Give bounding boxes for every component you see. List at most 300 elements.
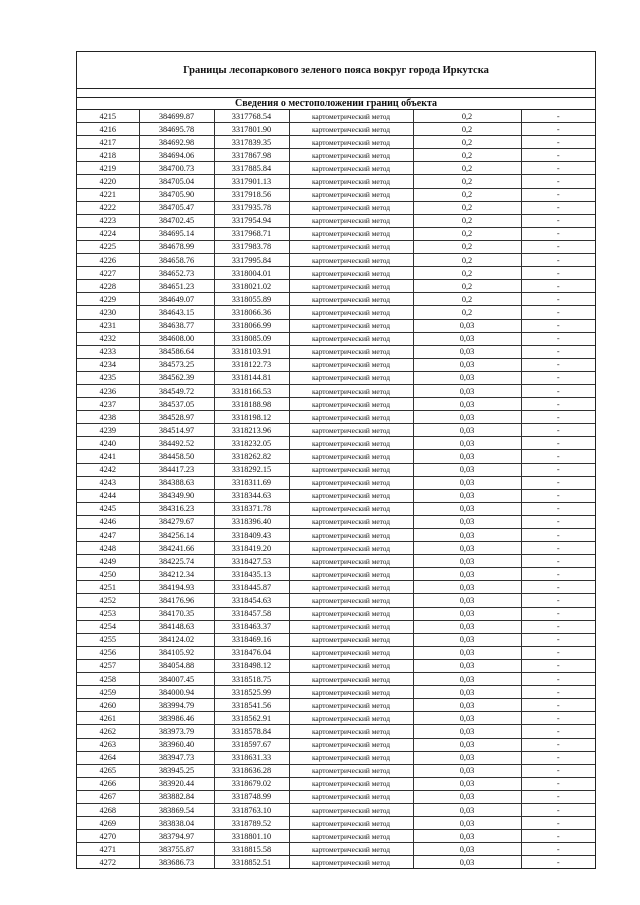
point-number-cell: 4257 xyxy=(77,659,139,672)
table-row xyxy=(77,384,595,397)
y-coordinate-cell: 3318396.40 xyxy=(214,515,289,528)
y-coordinate-cell: 3317901.13 xyxy=(214,175,289,188)
y-coordinate-cell: 3318144.81 xyxy=(214,371,289,384)
accuracy-cell: 0,03 xyxy=(413,450,521,463)
y-coordinate-cell: 3318518.75 xyxy=(214,673,289,686)
x-coordinate-cell: 383986.46 xyxy=(139,712,214,725)
x-coordinate-cell: 384212.34 xyxy=(139,568,214,581)
method-cell: картометрический метод xyxy=(289,686,413,699)
point-number-cell: 4221 xyxy=(77,188,139,201)
y-coordinate-cell: 3318525.99 xyxy=(214,686,289,699)
method-cell: картометрический метод xyxy=(289,188,413,201)
document-sheet xyxy=(76,51,596,869)
description-cell: - xyxy=(521,646,595,659)
table-row xyxy=(77,411,595,424)
method-cell: картометрический метод xyxy=(289,136,413,149)
point-number-cell: 4228 xyxy=(77,280,139,293)
accuracy-cell: 0,03 xyxy=(413,581,521,594)
point-number-cell: 4218 xyxy=(77,149,139,162)
x-coordinate-cell: 383686.73 xyxy=(139,856,214,869)
coordinates-table-body xyxy=(77,110,595,868)
point-number-cell: 4232 xyxy=(77,332,139,345)
x-coordinate-cell: 384705.47 xyxy=(139,201,214,214)
x-coordinate-cell: 384054.88 xyxy=(139,659,214,672)
point-number-cell: 4231 xyxy=(77,319,139,332)
method-cell: картометрический метод xyxy=(289,843,413,856)
table-row xyxy=(77,581,595,594)
y-coordinate-cell: 3318457.58 xyxy=(214,607,289,620)
accuracy-cell: 0,2 xyxy=(413,267,521,280)
y-coordinate-cell: 3318166.53 xyxy=(214,384,289,397)
y-coordinate-cell: 3318815.58 xyxy=(214,843,289,856)
table-row xyxy=(77,607,595,620)
accuracy-cell: 0,03 xyxy=(413,620,521,633)
y-coordinate-cell: 3317839.35 xyxy=(214,136,289,149)
description-cell: - xyxy=(521,633,595,646)
y-coordinate-cell: 3318427.53 xyxy=(214,555,289,568)
y-coordinate-cell: 3318066.36 xyxy=(214,306,289,319)
point-number-cell: 4252 xyxy=(77,594,139,607)
accuracy-cell: 0,03 xyxy=(413,568,521,581)
table-row xyxy=(77,790,595,803)
description-cell: - xyxy=(521,345,595,358)
accuracy-cell: 0,03 xyxy=(413,332,521,345)
method-cell: картометрический метод xyxy=(289,712,413,725)
description-cell: - xyxy=(521,293,595,306)
table-row xyxy=(77,306,595,319)
description-cell: - xyxy=(521,136,595,149)
description-cell: - xyxy=(521,476,595,489)
y-coordinate-cell: 3317968.71 xyxy=(214,227,289,240)
method-cell: картометрический метод xyxy=(289,332,413,345)
point-number-cell: 4235 xyxy=(77,371,139,384)
table-row xyxy=(77,594,595,607)
accuracy-cell: 0,03 xyxy=(413,686,521,699)
table-row xyxy=(77,777,595,790)
method-cell: картометрический метод xyxy=(289,594,413,607)
y-coordinate-cell: 3317867.98 xyxy=(214,149,289,162)
method-cell: картометрический метод xyxy=(289,450,413,463)
method-cell: картометрический метод xyxy=(289,293,413,306)
method-cell: картометрический метод xyxy=(289,371,413,384)
description-cell: - xyxy=(521,384,595,397)
document-title: Границы лесопаркового зеленого пояса вокруг города Иркутска xyxy=(183,64,489,76)
y-coordinate-cell: 3318469.16 xyxy=(214,633,289,646)
method-cell: картометрический метод xyxy=(289,345,413,358)
accuracy-cell: 0,2 xyxy=(413,149,521,162)
x-coordinate-cell: 384699.87 xyxy=(139,110,214,123)
description-cell: - xyxy=(521,280,595,293)
table-row xyxy=(77,620,595,633)
accuracy-cell: 0,2 xyxy=(413,293,521,306)
point-number-cell: 4229 xyxy=(77,293,139,306)
description-cell: - xyxy=(521,188,595,201)
table-row xyxy=(77,463,595,476)
point-number-cell: 4215 xyxy=(77,110,139,123)
y-coordinate-cell: 3318748.99 xyxy=(214,790,289,803)
method-cell: картометрический метод xyxy=(289,502,413,515)
table-row xyxy=(77,843,595,856)
y-coordinate-cell: 3318188.98 xyxy=(214,398,289,411)
accuracy-cell: 0,03 xyxy=(413,371,521,384)
table-row xyxy=(77,437,595,450)
table-row xyxy=(77,542,595,555)
accuracy-cell: 0,03 xyxy=(413,358,521,371)
method-cell: картометрический метод xyxy=(289,803,413,816)
description-cell: - xyxy=(521,358,595,371)
y-coordinate-cell: 3318021.02 xyxy=(214,280,289,293)
accuracy-cell: 0,03 xyxy=(413,607,521,620)
method-cell: картометрический метод xyxy=(289,254,413,267)
description-cell: - xyxy=(521,686,595,699)
accuracy-cell: 0,03 xyxy=(413,830,521,843)
y-coordinate-cell: 3318597.67 xyxy=(214,738,289,751)
method-cell: картометрический метод xyxy=(289,476,413,489)
x-coordinate-cell: 384148.63 xyxy=(139,620,214,633)
y-coordinate-cell: 3317995.84 xyxy=(214,254,289,267)
accuracy-cell: 0,03 xyxy=(413,751,521,764)
accuracy-cell: 0,03 xyxy=(413,555,521,568)
point-number-cell: 4260 xyxy=(77,699,139,712)
point-number-cell: 4238 xyxy=(77,411,139,424)
accuracy-cell: 0,03 xyxy=(413,398,521,411)
point-number-cell: 4239 xyxy=(77,424,139,437)
table-row xyxy=(77,856,595,869)
y-coordinate-cell: 3318578.84 xyxy=(214,725,289,738)
y-coordinate-cell: 3317983.78 xyxy=(214,240,289,253)
table-row xyxy=(77,149,595,162)
x-coordinate-cell: 384349.90 xyxy=(139,489,214,502)
y-coordinate-cell: 3318498.12 xyxy=(214,659,289,672)
accuracy-cell: 0,03 xyxy=(413,777,521,790)
x-coordinate-cell: 384007.45 xyxy=(139,673,214,686)
description-cell: - xyxy=(521,149,595,162)
table-row xyxy=(77,529,595,542)
method-cell: картометрический метод xyxy=(289,110,413,123)
accuracy-cell: 0,03 xyxy=(413,345,521,358)
method-cell: картометрический метод xyxy=(289,227,413,240)
method-cell: картометрический метод xyxy=(289,319,413,332)
description-cell: - xyxy=(521,371,595,384)
y-coordinate-cell: 3318789.52 xyxy=(214,817,289,830)
table-row xyxy=(77,817,595,830)
description-cell: - xyxy=(521,227,595,240)
method-cell: картометрический метод xyxy=(289,424,413,437)
table-row xyxy=(77,515,595,528)
point-number-cell: 4249 xyxy=(77,555,139,568)
method-cell: картометрический метод xyxy=(289,306,413,319)
x-coordinate-cell: 384388.63 xyxy=(139,476,214,489)
point-number-cell: 4233 xyxy=(77,345,139,358)
table-row xyxy=(77,712,595,725)
method-cell: картометрический метод xyxy=(289,856,413,869)
method-cell: картометрический метод xyxy=(289,751,413,764)
y-coordinate-cell: 3318454.63 xyxy=(214,594,289,607)
description-cell: - xyxy=(521,581,595,594)
method-cell: картометрический метод xyxy=(289,489,413,502)
accuracy-cell: 0,03 xyxy=(413,843,521,856)
point-number-cell: 4258 xyxy=(77,673,139,686)
table-row xyxy=(77,699,595,712)
description-cell: - xyxy=(521,751,595,764)
x-coordinate-cell: 384124.02 xyxy=(139,633,214,646)
y-coordinate-cell: 3318852.51 xyxy=(214,856,289,869)
accuracy-cell: 0,03 xyxy=(413,515,521,528)
method-cell: картометрический метод xyxy=(289,358,413,371)
description-cell: - xyxy=(521,542,595,555)
method-cell: картометрический метод xyxy=(289,633,413,646)
method-cell: картометрический метод xyxy=(289,529,413,542)
description-cell: - xyxy=(521,725,595,738)
accuracy-cell: 0,03 xyxy=(413,594,521,607)
x-coordinate-cell: 384549.72 xyxy=(139,384,214,397)
description-cell: - xyxy=(521,515,595,528)
point-number-cell: 4253 xyxy=(77,607,139,620)
y-coordinate-cell: 3318419.20 xyxy=(214,542,289,555)
point-number-cell: 4250 xyxy=(77,568,139,581)
x-coordinate-cell: 384573.25 xyxy=(139,358,214,371)
point-number-cell: 4246 xyxy=(77,515,139,528)
point-number-cell: 4237 xyxy=(77,398,139,411)
x-coordinate-cell: 384225.74 xyxy=(139,555,214,568)
accuracy-cell: 0,03 xyxy=(413,764,521,777)
y-coordinate-cell: 3318344.63 xyxy=(214,489,289,502)
accuracy-cell: 0,03 xyxy=(413,411,521,424)
description-cell: - xyxy=(521,110,595,123)
x-coordinate-cell: 384562.39 xyxy=(139,371,214,384)
table-row xyxy=(77,201,595,214)
table-row xyxy=(77,188,595,201)
description-cell: - xyxy=(521,214,595,227)
description-cell: - xyxy=(521,424,595,437)
description-cell: - xyxy=(521,254,595,267)
point-number-cell: 4251 xyxy=(77,581,139,594)
description-cell: - xyxy=(521,319,595,332)
accuracy-cell: 0,03 xyxy=(413,646,521,659)
description-cell: - xyxy=(521,267,595,280)
accuracy-cell: 0,03 xyxy=(413,738,521,751)
x-coordinate-cell: 384458.50 xyxy=(139,450,214,463)
point-number-cell: 4267 xyxy=(77,790,139,803)
accuracy-cell: 0,03 xyxy=(413,502,521,515)
accuracy-cell: 0,2 xyxy=(413,306,521,319)
point-number-cell: 4265 xyxy=(77,764,139,777)
description-cell: - xyxy=(521,123,595,136)
description-cell: - xyxy=(521,659,595,672)
x-coordinate-cell: 384528.97 xyxy=(139,411,214,424)
y-coordinate-cell: 3318103.91 xyxy=(214,345,289,358)
description-cell: - xyxy=(521,790,595,803)
y-coordinate-cell: 3318562.91 xyxy=(214,712,289,725)
table-row xyxy=(77,332,595,345)
table-row xyxy=(77,358,595,371)
description-cell: - xyxy=(521,673,595,686)
x-coordinate-cell: 384649.07 xyxy=(139,293,214,306)
table-row xyxy=(77,345,595,358)
point-number-cell: 4225 xyxy=(77,240,139,253)
accuracy-cell: 0,03 xyxy=(413,725,521,738)
x-coordinate-cell: 384705.04 xyxy=(139,175,214,188)
accuracy-cell: 0,03 xyxy=(413,817,521,830)
point-number-cell: 4248 xyxy=(77,542,139,555)
table-row xyxy=(77,502,595,515)
accuracy-cell: 0,2 xyxy=(413,227,521,240)
x-coordinate-cell: 384643.15 xyxy=(139,306,214,319)
accuracy-cell: 0,03 xyxy=(413,803,521,816)
y-coordinate-cell: 3318801.10 xyxy=(214,830,289,843)
point-number-cell: 4227 xyxy=(77,267,139,280)
y-coordinate-cell: 3317935.78 xyxy=(214,201,289,214)
accuracy-cell: 0,03 xyxy=(413,659,521,672)
method-cell: картометрический метод xyxy=(289,201,413,214)
point-number-cell: 4264 xyxy=(77,751,139,764)
point-number-cell: 4254 xyxy=(77,620,139,633)
accuracy-cell: 0,2 xyxy=(413,240,521,253)
method-cell: картометрический метод xyxy=(289,123,413,136)
x-coordinate-cell: 384700.73 xyxy=(139,162,214,175)
table-row xyxy=(77,398,595,411)
method-cell: картометрический метод xyxy=(289,790,413,803)
point-number-cell: 4226 xyxy=(77,254,139,267)
method-cell: картометрический метод xyxy=(289,463,413,476)
y-coordinate-cell: 3317768.54 xyxy=(214,110,289,123)
accuracy-cell: 0,03 xyxy=(413,437,521,450)
y-coordinate-cell: 3318631.33 xyxy=(214,751,289,764)
description-cell: - xyxy=(521,817,595,830)
y-coordinate-cell: 3318763.10 xyxy=(214,803,289,816)
y-coordinate-cell: 3318085.09 xyxy=(214,332,289,345)
y-coordinate-cell: 3318541.56 xyxy=(214,699,289,712)
accuracy-cell: 0,2 xyxy=(413,280,521,293)
table-row xyxy=(77,764,595,777)
accuracy-cell: 0,2 xyxy=(413,254,521,267)
y-coordinate-cell: 3318066.99 xyxy=(214,319,289,332)
table-row xyxy=(77,830,595,843)
accuracy-cell: 0,03 xyxy=(413,856,521,869)
table-row xyxy=(77,136,595,149)
point-number-cell: 4244 xyxy=(77,489,139,502)
x-coordinate-cell: 383973.79 xyxy=(139,725,214,738)
method-cell: картометрический метод xyxy=(289,725,413,738)
y-coordinate-cell: 3318262.82 xyxy=(214,450,289,463)
y-coordinate-cell: 3318055.89 xyxy=(214,293,289,306)
table-row xyxy=(77,110,595,123)
description-cell: - xyxy=(521,306,595,319)
point-number-cell: 4220 xyxy=(77,175,139,188)
table-row xyxy=(77,633,595,646)
description-cell: - xyxy=(521,437,595,450)
description-cell: - xyxy=(521,607,595,620)
description-cell: - xyxy=(521,175,595,188)
y-coordinate-cell: 3318636.28 xyxy=(214,764,289,777)
table-row xyxy=(77,319,595,332)
description-cell: - xyxy=(521,240,595,253)
accuracy-cell: 0,03 xyxy=(413,673,521,686)
x-coordinate-cell: 384492.52 xyxy=(139,437,214,450)
table-row xyxy=(77,568,595,581)
x-coordinate-cell: 384651.23 xyxy=(139,280,214,293)
x-coordinate-cell: 384695.14 xyxy=(139,227,214,240)
point-number-cell: 4240 xyxy=(77,437,139,450)
table-row xyxy=(77,489,595,502)
method-cell: картометрический метод xyxy=(289,384,413,397)
description-cell: - xyxy=(521,332,595,345)
point-number-cell: 4245 xyxy=(77,502,139,515)
accuracy-cell: 0,03 xyxy=(413,424,521,437)
table-row xyxy=(77,450,595,463)
x-coordinate-cell: 384702.45 xyxy=(139,214,214,227)
x-coordinate-cell: 384658.76 xyxy=(139,254,214,267)
x-coordinate-cell: 383838.04 xyxy=(139,817,214,830)
point-number-cell: 4222 xyxy=(77,201,139,214)
point-number-cell: 4241 xyxy=(77,450,139,463)
method-cell: картометрический метод xyxy=(289,830,413,843)
method-cell: картометрический метод xyxy=(289,398,413,411)
x-coordinate-cell: 384279.67 xyxy=(139,515,214,528)
y-coordinate-cell: 3318198.12 xyxy=(214,411,289,424)
accuracy-cell: 0,2 xyxy=(413,175,521,188)
table-row xyxy=(77,293,595,306)
y-coordinate-cell: 3318004.01 xyxy=(214,267,289,280)
accuracy-cell: 0,03 xyxy=(413,790,521,803)
point-number-cell: 4219 xyxy=(77,162,139,175)
table-row xyxy=(77,227,595,240)
x-coordinate-cell: 384638.77 xyxy=(139,319,214,332)
x-coordinate-cell: 383755.87 xyxy=(139,843,214,856)
method-cell: картометрический метод xyxy=(289,515,413,528)
method-cell: картометрический метод xyxy=(289,411,413,424)
method-cell: картометрический метод xyxy=(289,646,413,659)
description-cell: - xyxy=(521,555,595,568)
x-coordinate-cell: 384170.35 xyxy=(139,607,214,620)
table-row xyxy=(77,175,595,188)
x-coordinate-cell: 384692.98 xyxy=(139,136,214,149)
x-coordinate-cell: 384241.66 xyxy=(139,542,214,555)
y-coordinate-cell: 3318122.73 xyxy=(214,358,289,371)
point-number-cell: 4230 xyxy=(77,306,139,319)
description-cell: - xyxy=(521,830,595,843)
x-coordinate-cell: 384608.00 xyxy=(139,332,214,345)
description-cell: - xyxy=(521,777,595,790)
method-cell: картометрический метод xyxy=(289,659,413,672)
y-coordinate-cell: 3318371.78 xyxy=(214,502,289,515)
y-coordinate-cell: 3318409.43 xyxy=(214,529,289,542)
point-number-cell: 4234 xyxy=(77,358,139,371)
table-row xyxy=(77,240,595,253)
method-cell: картометрический метод xyxy=(289,607,413,620)
point-number-cell: 4272 xyxy=(77,856,139,869)
y-coordinate-cell: 3317954.94 xyxy=(214,214,289,227)
y-coordinate-cell: 3318435.13 xyxy=(214,568,289,581)
point-number-cell: 4261 xyxy=(77,712,139,725)
table-row xyxy=(77,424,595,437)
description-cell: - xyxy=(521,568,595,581)
description-cell: - xyxy=(521,489,595,502)
method-cell: картометрический метод xyxy=(289,764,413,777)
table-row xyxy=(77,803,595,816)
y-coordinate-cell: 3318213.96 xyxy=(214,424,289,437)
x-coordinate-cell: 384694.06 xyxy=(139,149,214,162)
description-cell: - xyxy=(521,738,595,751)
x-coordinate-cell: 383947.73 xyxy=(139,751,214,764)
accuracy-cell: 0,2 xyxy=(413,201,521,214)
method-cell: картометрический метод xyxy=(289,738,413,751)
x-coordinate-cell: 384537.05 xyxy=(139,398,214,411)
point-number-cell: 4271 xyxy=(77,843,139,856)
accuracy-cell: 0,2 xyxy=(413,214,521,227)
description-cell: - xyxy=(521,856,595,869)
method-cell: картометрический метод xyxy=(289,581,413,594)
